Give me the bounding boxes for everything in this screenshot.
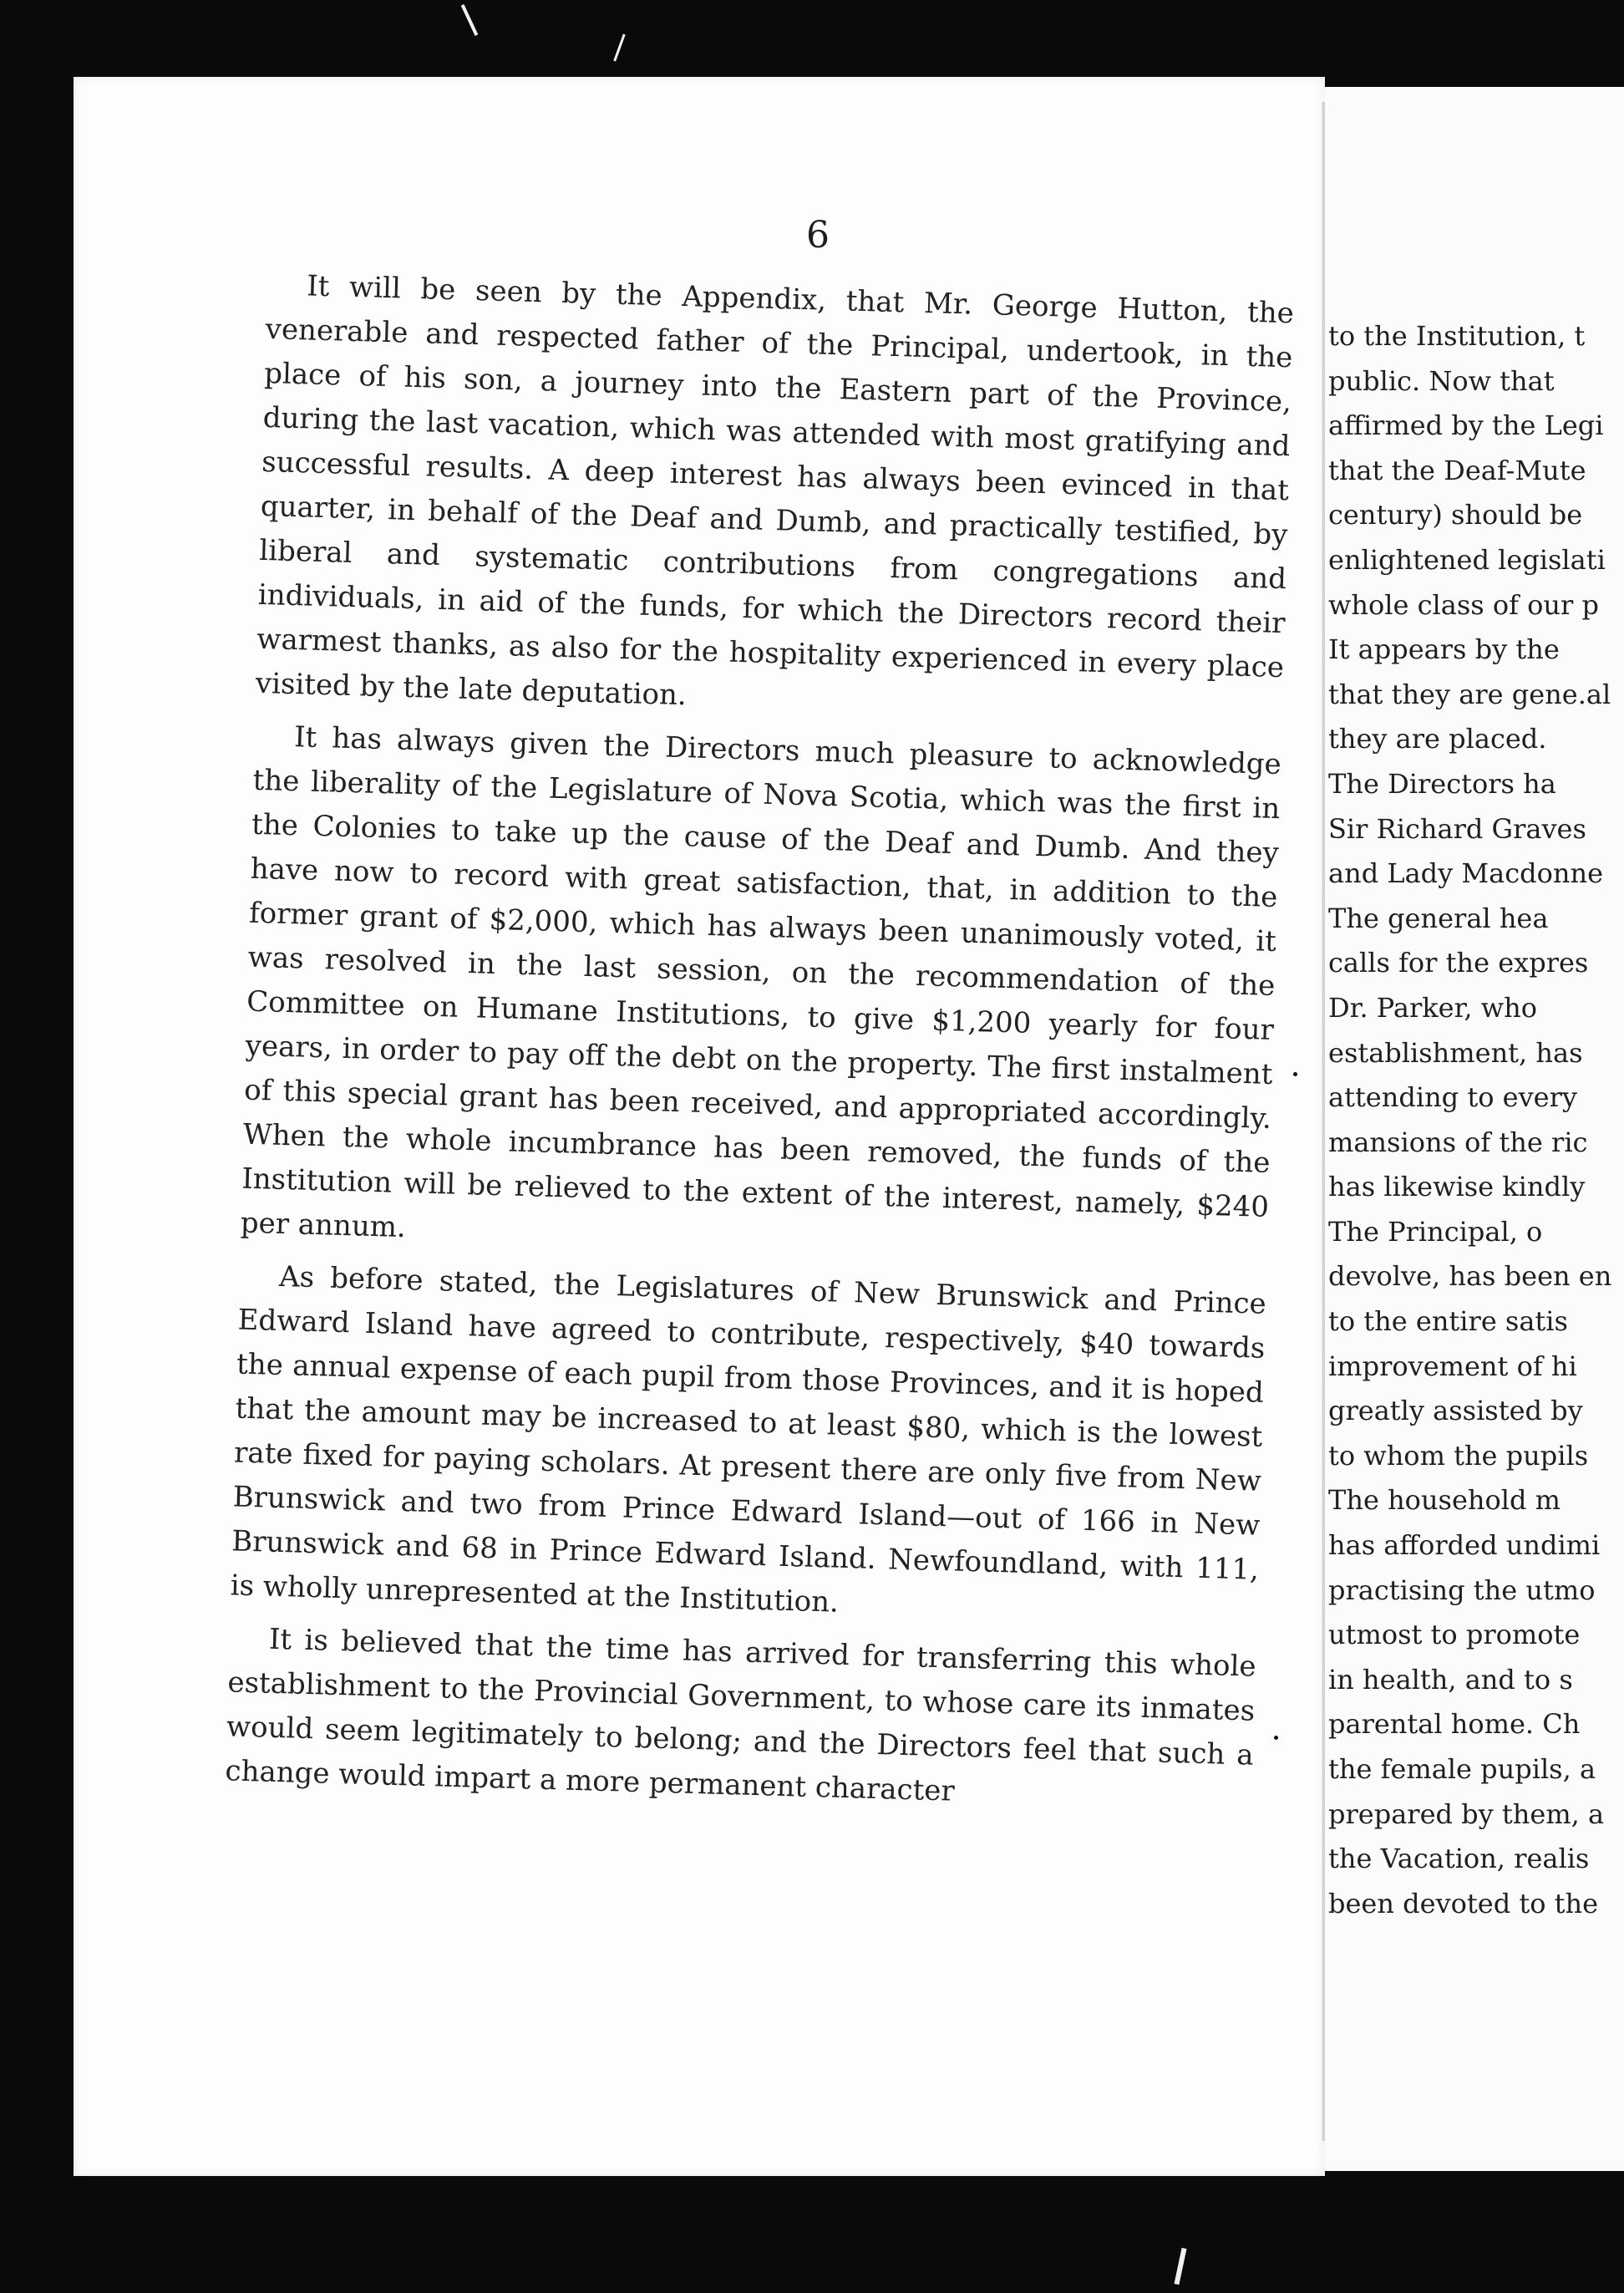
right-line: public. Now that	[1328, 364, 1555, 397]
right-line: affirmed by the Legi	[1328, 409, 1604, 442]
right-line: It appears by the	[1328, 633, 1560, 666]
right-line: to whom the pupils	[1328, 1439, 1589, 1472]
scan-speck	[1293, 1072, 1297, 1076]
right-line: practising the utmo	[1328, 1574, 1596, 1606]
right-line: The household m	[1328, 1484, 1561, 1517]
right-line: has likewise kindly	[1328, 1171, 1586, 1203]
right-line: that they are gene.al	[1328, 678, 1611, 710]
right-line: to the Institution, t	[1328, 320, 1586, 352]
paragraph-2: It has always given the Directors much pleasure to acknowledge the liberality of the Legislature of Nova Scotia, which was the first in the Colonies to take up the cause of the Deaf and Dumb. And they have now to record with great satisfaction, that, in addition to the former grant of $2,000, which has always been unanimously voted, it was resolved in the last session, on the recommendation of the Committee on Humane Institutions, to give $1,200 yearly for four years, in order to pay off the debt on the property. The first instalment of this special grant has been received, and appropriated accordingly. When the whole incumbrance has been removed, the funds of the Institution will be relieved to the extent of the interest, namely, $240 per annum.	[240, 720, 1282, 1245]
paragraph-4: It is believed that the time has arrived for transferring this whole establishment to the Provincial Government, to whose care its inmates would seem legitimately to belong; and the Directors feel that such a change would impart a more permanent character	[225, 1622, 1257, 1808]
right-line: devolve, has been en	[1328, 1260, 1612, 1293]
right-line: calls for the expres	[1328, 947, 1589, 979]
right-line: mansions of the ric	[1328, 1126, 1588, 1158]
right-line: century) should be	[1328, 499, 1583, 531]
paragraph-3: As before stated, the Legislatures of New Brunswick and Prince Edward Island have agreed to contribute, respectively, $40 towards the annual expense of each pupil from those Provinces, and it is hoped that the amount may be increased to at least $80, which is the lowest rate fixed for paying scholars. At present there are only five from New Brunswick and two from Prince Edward Island—out of 166 in New Brunswick and 68 in Prince Edward Island. Newfoundland, with 111, is wholly unrepresented at the Institution.	[230, 1259, 1267, 1619]
scan-debris	[1174, 2248, 1186, 2285]
right-line: attending to every	[1328, 1081, 1577, 1114]
left-page-text	[225, 263, 1295, 1831]
paragraph-1: It will be seen by the Appendix, that Mr. George Hutton, the venerable and respected father of the Principal, undertook, in the place of his son, a journey into the Eastern part of the Province, during the last vacation, which was attended with most gratifying and successful results. A deep interest has always been evinced in that quarter, in behalf of the Deaf and Dumb, and practically testified, by liberal and systematic contributions from congregations and individuals, in aid of the funds, for which the Directors record their warmest thanks, as also for the hospitality experienced in every place visited by the late deputation.	[255, 269, 1295, 713]
right-line: improvement of hi	[1328, 1350, 1577, 1382]
scan-debris	[461, 4, 479, 36]
right-line: The general hea	[1328, 902, 1549, 934]
right-line: greatly assisted by	[1328, 1395, 1583, 1427]
right-line: the female pupils, a	[1328, 1753, 1596, 1785]
right-line: and Lady Macdonne	[1328, 857, 1604, 890]
right-page-text	[1328, 314, 1624, 1926]
right-line: in health, and to s	[1328, 1663, 1573, 1696]
right-line: establishment, has	[1328, 1036, 1583, 1069]
right-line: parental home. Ch	[1328, 1708, 1581, 1741]
right-line: The Directors ha	[1328, 767, 1556, 800]
right-line: been devoted to the	[1328, 1887, 1599, 1919]
right-line: to the entire satis	[1328, 1305, 1568, 1338]
right-line: they are placed.	[1328, 723, 1547, 755]
right-line: enlightened legislati	[1328, 543, 1606, 576]
right-line: the Vacation, realis	[1328, 1843, 1590, 1875]
right-line: whole class of our p	[1328, 588, 1599, 621]
right-line: utmost to promote	[1328, 1619, 1581, 1651]
right-line: prepared by them, a	[1328, 1797, 1605, 1830]
right-line: has afforded undimi	[1328, 1529, 1601, 1562]
right-line: Sir Richard Graves	[1328, 812, 1586, 845]
page-number: 6	[806, 214, 830, 257]
right-line: that the Deaf-Mute	[1328, 454, 1586, 486]
scan-debris	[613, 34, 625, 62]
right-line: Dr. Parker, who	[1328, 991, 1537, 1024]
scan-speck	[1274, 1736, 1278, 1740]
right-line: The Principal, o	[1328, 1215, 1543, 1248]
